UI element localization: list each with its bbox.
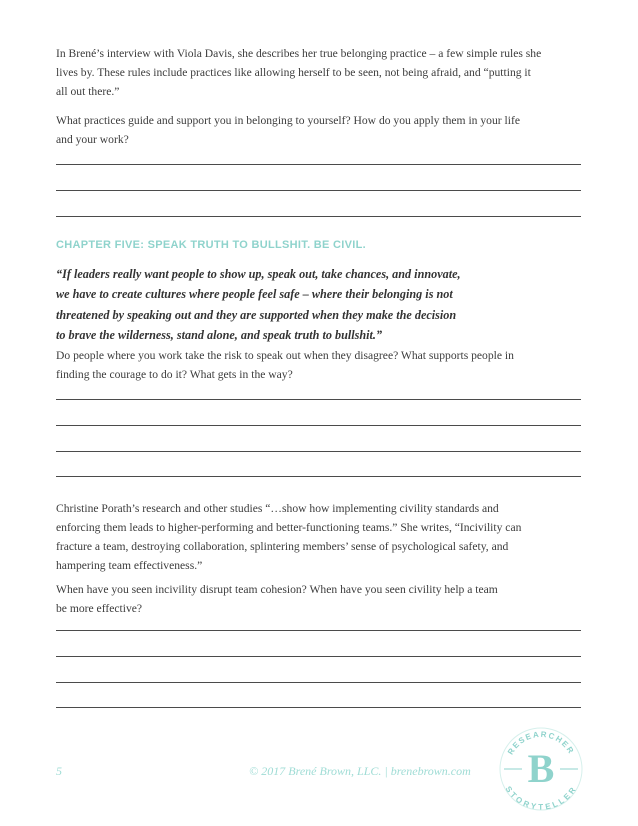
logo-bottom-path: STORYTELLER	[503, 784, 579, 812]
logo-top-path: RESEARCHER	[505, 729, 577, 757]
intro-line: lives by. These rules include practices like allowing herself to be seen, not being afraid, and “putting it	[56, 66, 531, 79]
question-line: When have you seen incivility disrupt team cohesion? When have you seen civility help a team	[56, 583, 498, 596]
question-line: What practices guide and support you in belonging to yourself? How do you apply them in your life	[56, 114, 520, 127]
quote-line: to brave the wilderness, stand alone, and speak truth to bullshit.”	[56, 327, 383, 342]
quote-line: we have to create cultures where people feel safe – where their belonging is not	[56, 287, 453, 302]
answer-line[interactable]	[56, 630, 581, 631]
question-speak-out	[56, 346, 586, 384]
quote-line: threatened by speaking out and they are supported when they make the decision	[56, 307, 457, 322]
question-line: Do people where you work take the risk to speak out when they disagree? What supports people in	[56, 349, 514, 362]
answer-line[interactable]	[56, 707, 581, 708]
question-line: finding the courage to do it? What gets in the way?	[56, 368, 293, 381]
answer-line[interactable]	[56, 216, 581, 217]
intro-paragraph	[56, 44, 586, 101]
answer-line[interactable]	[56, 451, 581, 452]
porath-line: fracture a team, destroying collaboration, splintering members’ sense of psychological safety, and	[56, 540, 509, 553]
answer-line[interactable]	[56, 425, 581, 426]
porath-line: enforcing them leads to higher-performing and better-functioning teams.” She writes, “Incivility can	[56, 521, 522, 534]
porath-paragraph	[56, 499, 586, 575]
answer-line[interactable]	[56, 190, 581, 191]
answer-line[interactable]	[56, 476, 581, 477]
intro-line: all out there.”	[56, 85, 120, 98]
intro-line: In Brené’s interview with Viola Davis, she describes her true belonging practice – a few simple rules she	[56, 47, 542, 60]
porath-line: hampering team effectiveness.”	[56, 559, 203, 572]
chapter-quote	[56, 264, 596, 345]
question-line: be more effective?	[56, 602, 143, 615]
logo-letter: B	[527, 746, 555, 791]
page-number: 5	[56, 764, 62, 778]
porath-line: Christine Porath’s research and other studies “…show how implementing civility standards and	[56, 502, 499, 515]
footer-copyright: © 2017 Brené Brown, LLC. | brenebrown.com	[249, 764, 471, 778]
answer-line[interactable]	[56, 656, 581, 657]
question-belonging	[56, 111, 586, 149]
answer-line[interactable]	[56, 164, 581, 165]
answer-line[interactable]	[56, 682, 581, 683]
question-line: and your work?	[56, 133, 129, 146]
question-civility	[56, 580, 586, 618]
answer-line[interactable]	[56, 399, 581, 400]
researcher-storyteller-logo	[496, 724, 586, 814]
chapter-heading: CHAPTER FIVE: SPEAK TRUTH TO BULLSHIT. BE CIVIL.	[56, 239, 366, 251]
quote-line: “If leaders really want people to show up, speak out, take chances, and innovate,	[56, 267, 461, 281]
